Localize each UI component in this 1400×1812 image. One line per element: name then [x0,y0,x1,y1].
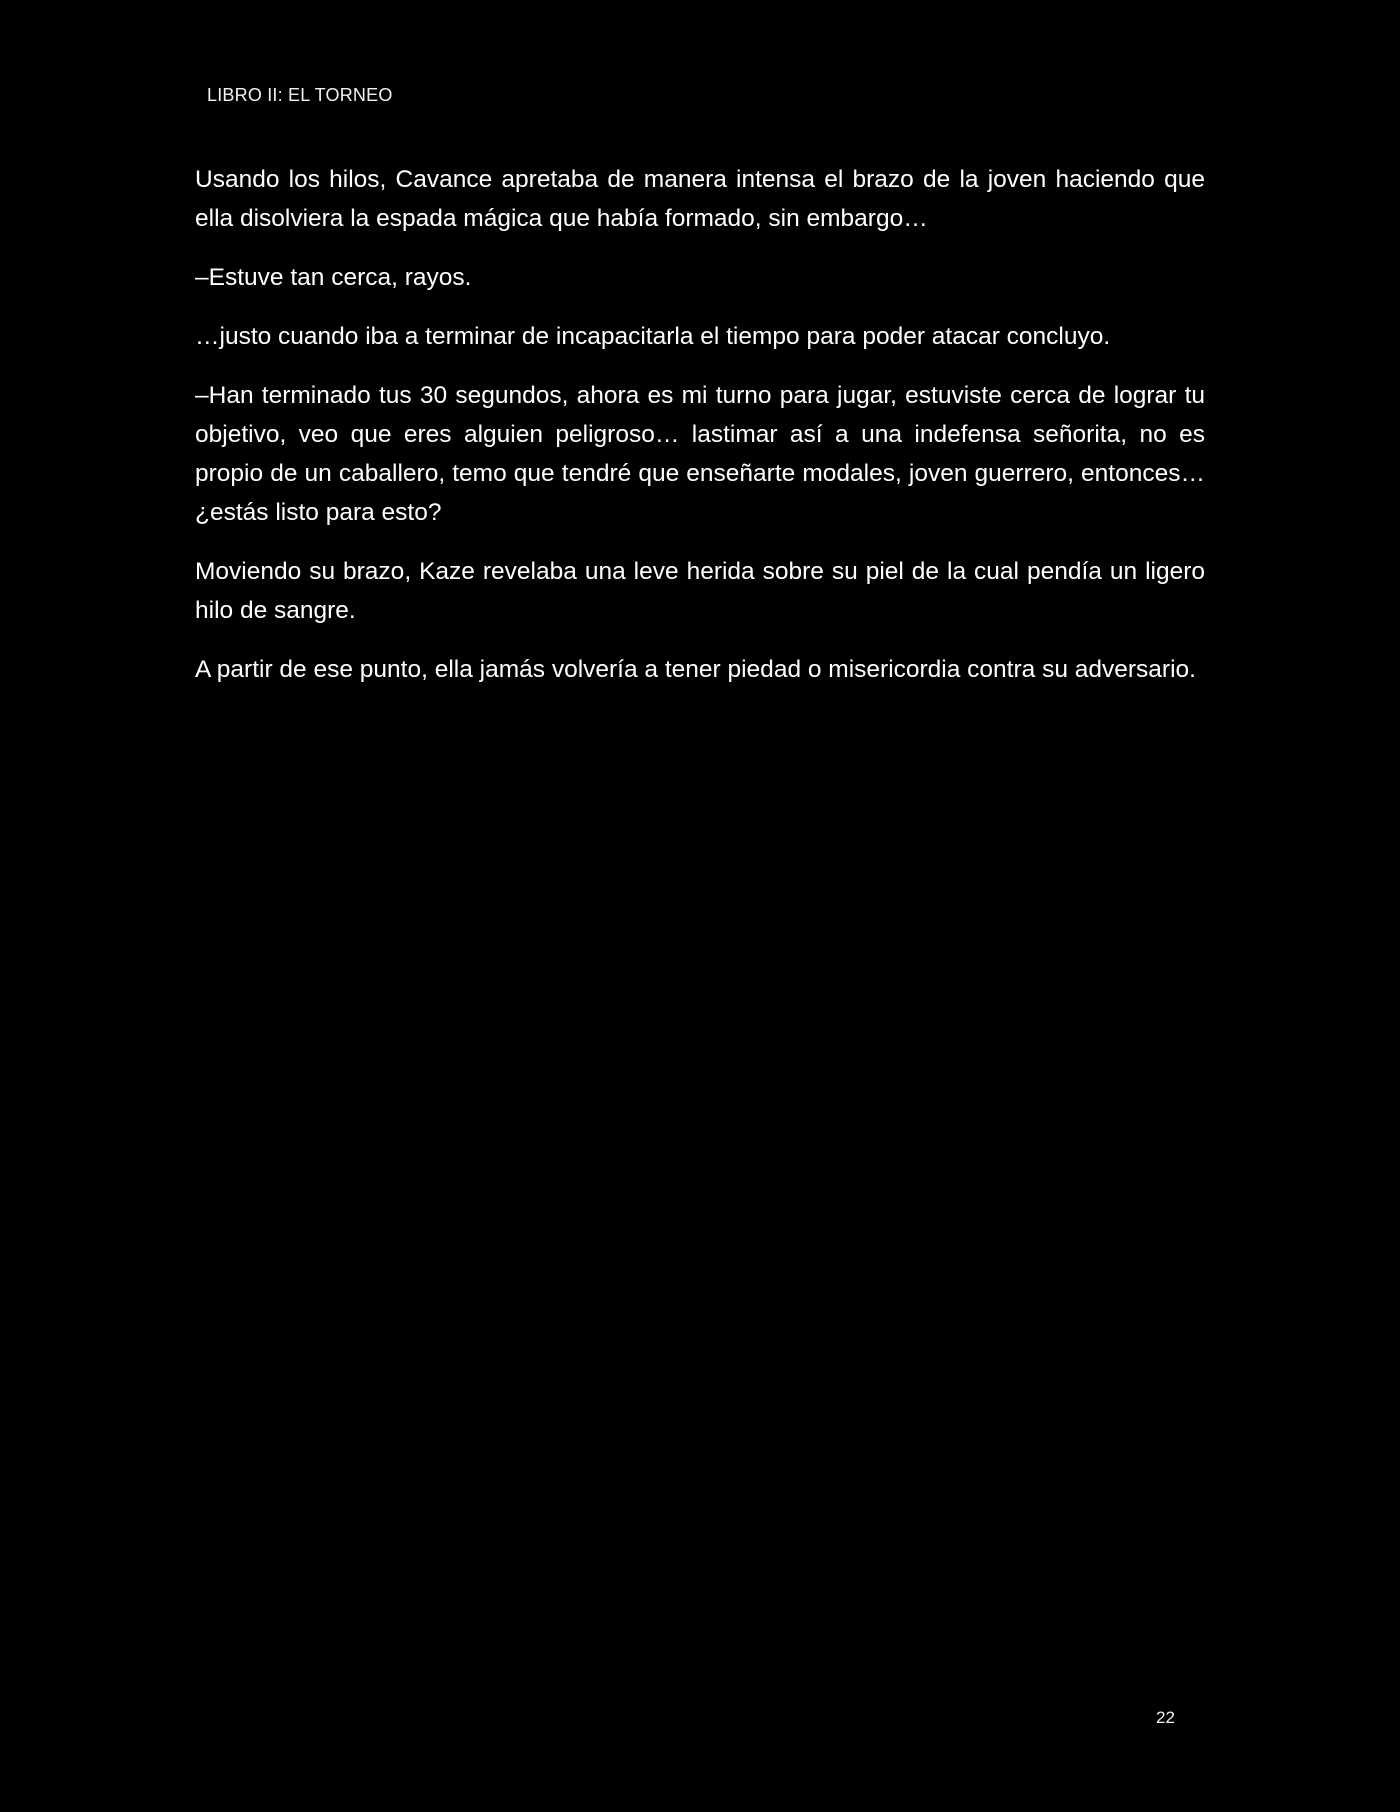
paragraph: A partir de ese punto, ella jamás volvería a tener piedad o misericordia contra su adversario. [195,656,1196,683]
page-number: 22 [1156,1708,1175,1727]
paragraph: –Estuve tan cerca, rayos. [195,264,472,291]
paragraph: Moviendo su brazo, Kaze revelaba una leve herida sobre su piel de la cual pendía un ligero hilo de sangre. [195,558,1205,624]
paragraph: –Han terminado tus 30 segundos, ahora es mi turno para jugar, estuviste cerca de lograr tu objetivo, veo que eres alguien peligroso… lastimar así a una indefensa señorita, no es propio de un caballero, temo que tendré que enseñarte modales, joven guerrero, entonces… ¿estás listo para esto? [195,382,1205,526]
paragraph: Usando los hilos, Cavance apretaba de manera intensa el brazo de la joven haciendo que ella disolviera la espada mágica que había formado, sin embargo… [195,166,1205,232]
running-header: LIBRO II: EL TORNEO [207,85,393,105]
paragraph: …justo cuando iba a terminar de incapacitarla el tiempo para poder atacar concluyo. [195,323,1111,350]
body-text [195,160,1205,709]
